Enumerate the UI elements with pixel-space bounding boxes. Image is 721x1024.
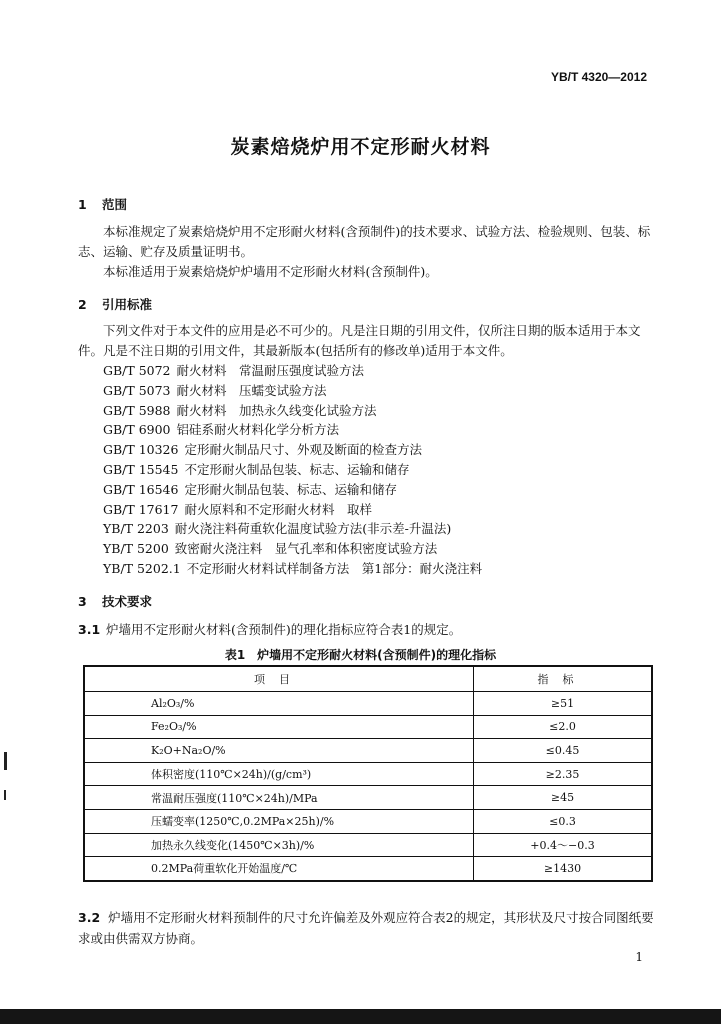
scope-paragraph-2: 本标准适用于炭素焙烧炉炉墙用不定形耐火材料(含预制件)。 [103,264,438,279]
reference-name: 耐火材料 压蠕变试验方法 [176,382,327,398]
document-title: 炭素焙烧炉用不定形耐火材料 [230,136,491,158]
clause-3-2 [78,907,658,949]
properties-table [83,665,653,882]
reference-name: 耐火原料和不定形耐火材料 取样 [184,501,372,517]
reference-code: YB/T 5202.1 [103,560,181,576]
table-row [84,833,652,857]
reference-name: 致密耐火浇注料 显气孔率和体积密度试验方法 [174,541,438,557]
references-intro: 下列文件对于本文件的应用是必不可少的。凡是注日期的引用文件，仅所注日期的版本适用于本文件。凡是不注日期的引用文件，其最新版本(包括所有的修改单)适用于本文件。 [78,323,641,358]
reference-code: GB/T 5073 [103,382,171,398]
reference-item [103,539,482,559]
section-number: 1 [78,197,87,212]
reference-name: 铝硅系耐火材料化学分析方法 [176,422,340,438]
scope-paragraph-1: 本标准规定了炭素焙烧炉用不定形耐火材料(含预制件)的技术要求、试验方法、检验规则、包装、标志、运输、贮存及质量证明书。 [78,224,651,259]
property-name: 加热永久线变化(1450℃×3h)/% [84,833,474,857]
clause-number: 3.1 [78,622,101,637]
property-value: ≤0.45 [474,739,653,763]
reference-item [103,480,482,500]
section-title: 引用标准 [102,297,153,312]
reference-code: GB/T 16546 [103,481,179,497]
property-name: 压蠕变率(1250℃,0.2MPa×25h)/% [84,809,474,833]
scan-mark [4,790,6,800]
property-name: 0.2MPa荷重软化开始温度/℃ [84,857,474,881]
property-value: ≥1430 [474,857,653,881]
property-value: ≤0.3 [474,809,653,833]
clause-text: 炉墙用不定形耐火材料预制件的尺寸允许偏差及外观应符合表2的规定，其形状及尺寸按合同图纸要求或由供需双方协商。 [78,910,654,946]
reference-item [103,559,482,579]
reference-name: 耐火材料 常温耐压强度试验方法 [176,363,365,378]
reference-name: 耐火浇注料荷重软化温度试验方法(非示差-升温法) [174,521,452,537]
reference-item [103,460,482,480]
reference-item [103,401,482,421]
section-number: 2 [78,297,87,312]
section-2-heading [78,295,152,313]
page-number: 1 [635,950,643,964]
table-row [84,857,652,881]
reference-code: GB/T 10326 [103,442,179,458]
section-1-heading [78,195,127,213]
property-name: Fe₂O₃/% [84,715,474,739]
reference-item [103,519,482,539]
reference-code: YB/T 2203 [103,521,169,537]
reference-item [103,381,482,401]
table-row [84,809,652,833]
reference-name: 耐火材料 加热永久线变化试验方法 [176,402,377,418]
scan-bottom-edge [0,1009,721,1024]
reference-code: GB/T 5988 [103,402,171,418]
table-row [84,786,652,810]
property-value: ≥2.35 [474,762,653,786]
column-header-value: 指标 [474,666,653,692]
clause-number: 3.2 [78,910,101,925]
reference-item [103,440,482,460]
reference-name: 不定形耐火制品包装、标志、运输和储存 [184,461,410,477]
reference-item [103,361,482,381]
scan-mark [4,752,7,770]
reference-list [103,361,482,579]
reference-item [103,500,482,520]
reference-code: GB/T 6900 [103,422,171,438]
reference-code: GB/T 15545 [103,461,179,477]
table-header-row [84,666,652,692]
standard-code: YB/T 4320—2012 [550,70,647,84]
property-name: Al₂O₃/% [84,692,474,716]
section-3-heading [78,592,152,610]
property-value: ≤2.0 [474,715,653,739]
column-header-item: 项目 [84,666,474,692]
reference-name: 定形耐火制品包装、标志、运输和储存 [184,481,397,497]
clause-3-1 [78,620,461,638]
clause-text: 炉墙用不定形耐火材料(含预制件)的理化指标应符合表1的规定。 [106,622,462,637]
section-title: 技术要求 [102,594,153,609]
reference-code: GB/T 17617 [103,501,179,517]
property-name: 体积密度(110℃×24h)/(g/cm³) [84,762,474,786]
property-value: ≥45 [474,786,653,810]
reference-name: 不定形耐火材料试样制备方法 第1部分：耐火浇注料 [186,560,483,576]
section-title: 范围 [102,197,128,212]
table-caption: 表1 炉墙用不定形耐火材料(含预制件)的理化指标 [224,648,497,662]
property-name: K₂O+Na₂O/% [84,739,474,763]
reference-item [103,420,482,440]
reference-code: GB/T 5072 [103,363,171,378]
section-number: 3 [78,594,87,609]
table-row [84,715,652,739]
property-name: 常温耐压强度(110℃×24h)/MPa [84,786,474,810]
reference-code: YB/T 5200 [103,541,169,557]
table-row [84,692,652,716]
reference-name: 定形耐火制品尺寸、外观及断面的检查方法 [184,442,422,458]
property-value: ≥51 [474,692,653,716]
table-row [84,739,652,763]
table-row [84,762,652,786]
property-value: +0.4～−0.3 [474,833,653,857]
